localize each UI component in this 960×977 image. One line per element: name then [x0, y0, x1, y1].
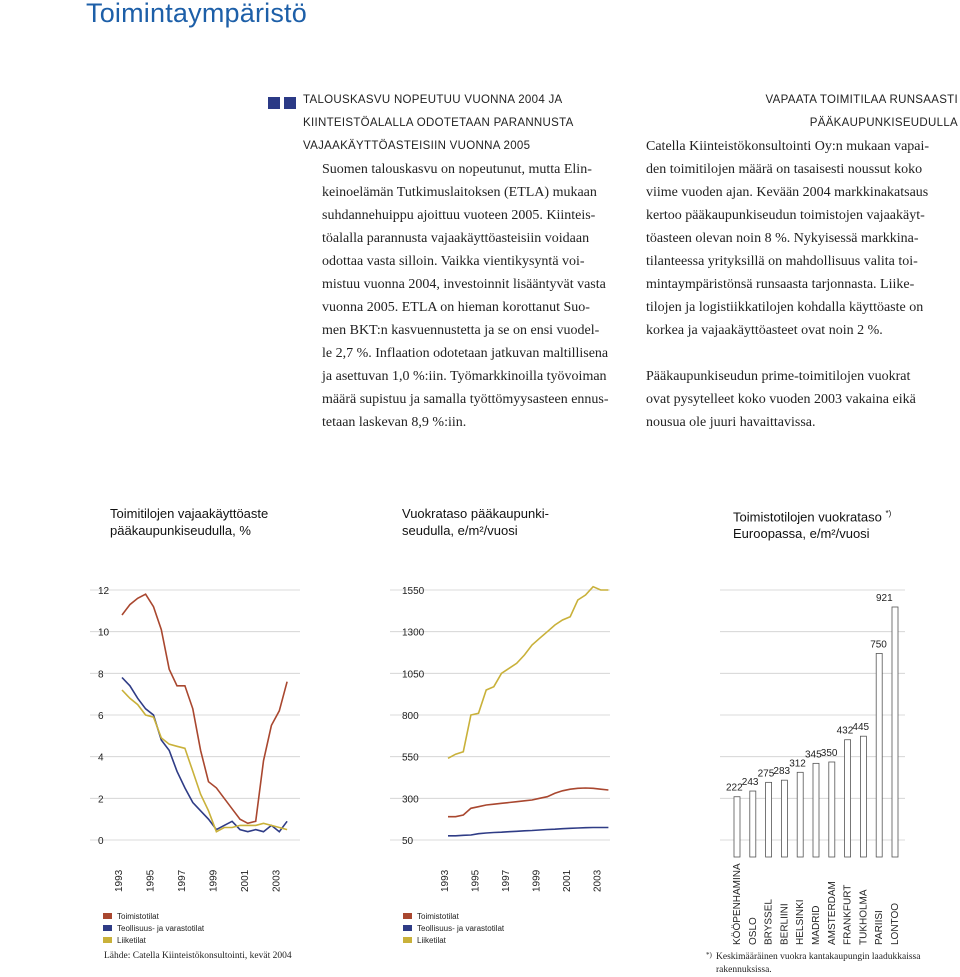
legend-label: Teollisuus- ja varastotilat [417, 924, 505, 933]
left-paragraph-line: men BKT:n kasvuennustetta ja se on ensi vuodel- [322, 323, 600, 338]
source-note: Lähde: Catella Kiinteistökonsultointi, kevät 2004 [104, 951, 292, 961]
category-label: HELSINKI [795, 899, 807, 945]
series-line [448, 828, 608, 836]
y-tick-label: 2 [98, 794, 104, 806]
data-label: 312 [789, 758, 806, 770]
chart2-title-line: Vuokrataso pääkaupunki- [402, 506, 549, 521]
x-tick-label: 2003 [271, 869, 283, 892]
y-tick-label: 12 [98, 586, 110, 597]
left-paragraph-line: le 2,7 %. Inflaation odotetaan jatkuvan maltillisena [322, 346, 609, 361]
category-label: TUKHOLMA [858, 889, 870, 945]
y-tick-label: 300 [402, 794, 419, 806]
left-paragraph-line: määrä supistuu ja samalla työttömyysasteen ennus- [322, 392, 609, 407]
left-heading-line: TALOUSKASVU NOPEUTUU VUONNA 2004 JA [303, 94, 563, 106]
left-paragraph-line: odottaa vasta silloin. Vaikka vientikysyntä voi- [322, 254, 585, 269]
right-paragraph-line: Catella Kiinteistökonsultointi Oy:n mukaan vapai- [646, 139, 930, 154]
data-label: 921 [876, 593, 893, 604]
data-label: 432 [836, 725, 854, 737]
right-heading-line: VAPAATA TOIMITILAA RUNSAASTI [765, 94, 958, 106]
right-heading-line: PÄÄKAUPUNKISEUDULLA [809, 117, 958, 129]
y-tick-label: 8 [98, 669, 104, 681]
category-label: KÖÖPENHAMINA [732, 863, 743, 945]
chart2-rent-capital [390, 586, 610, 945]
legend-swatch [403, 925, 412, 931]
series-line [448, 587, 608, 759]
right-paragraph-line: tilanteessa yrityksillä on mahdollisuus valita toi- [646, 254, 918, 269]
bar [845, 740, 851, 857]
left-heading-line: VAJAAKÄYTTÖASTEISIIN VUONNA 2005 [303, 140, 531, 152]
left-paragraph-line: Suomen talouskasvu on nopeutunut, mutta Elin- [322, 162, 592, 177]
left-heading-line: KIINTEISTÖALALLA ODOTETAAN PARANNUSTA [303, 117, 574, 129]
y-tick-label: 50 [402, 836, 414, 847]
left-paragraph-line: keinoelämän Tutkimuslaitoksen (ETLA) mukaan [322, 185, 597, 200]
series-line [122, 678, 287, 832]
series-line [448, 788, 608, 817]
x-tick-label: 2001 [239, 869, 251, 892]
legend-swatch [103, 913, 112, 919]
category-label: LONTOO [890, 902, 901, 945]
bar [797, 772, 803, 857]
category-label: BERLIINI [779, 903, 791, 945]
x-tick-label: 1997 [176, 869, 188, 892]
left-paragraph-line: suhdannehuippu ajoittuu vuoteen 2005. Kiinteis- [322, 208, 596, 223]
chart2-title-line: seudulla, e/m²/vuosi [402, 523, 518, 538]
legend-swatch [403, 913, 412, 919]
category-label: OSLO [747, 917, 759, 945]
category-label: AMSTERDAM [826, 881, 838, 945]
right-paragraph-line: viime vuoden ajan. Kevään 2004 markkinakatsaus [646, 185, 929, 200]
legend-swatch [103, 937, 112, 943]
y-tick-label: 0 [98, 836, 104, 847]
right-paragraph-line: mintaympäristönsä runsaasta tarjonnasta. Liike- [646, 277, 915, 292]
y-tick-label: 1550 [402, 586, 425, 597]
bar [813, 763, 819, 857]
x-tick-label: 1993 [440, 869, 451, 892]
data-label: 750 [870, 639, 887, 651]
chart3-rent-europe [720, 590, 905, 945]
right-paragraph-line: den toimitilojen määrä on tasaisesti noussut koko [646, 162, 923, 177]
category-label: PARIISI [874, 910, 886, 945]
bar [892, 607, 898, 857]
data-label: 345 [805, 749, 822, 761]
x-tick-label: 1999 [531, 869, 543, 892]
legend-swatch [403, 937, 412, 943]
x-tick-label: 2001 [562, 869, 574, 892]
data-label: 275 [757, 768, 775, 780]
chart1-title-line: pääkaupunkiseudulla, % [110, 523, 251, 538]
legend-swatch [103, 925, 112, 931]
right-paragraph-line: nousua ole juuri havaittavissa. [646, 415, 816, 430]
y-tick-label: 4 [98, 752, 104, 764]
legend-label: Liiketilat [117, 936, 146, 945]
legend-label: Liiketilat [417, 936, 446, 945]
bar [860, 736, 866, 857]
x-tick-label: 2003 [592, 869, 604, 892]
legend-label: Toimistotilat [117, 912, 159, 921]
y-tick-label: 800 [402, 711, 419, 722]
category-label: BRYSSEL [763, 899, 775, 945]
left-paragraph-line: töalalla parannusta vajaakäyttöasteisiin voidaan [322, 231, 590, 246]
bar [734, 797, 740, 857]
chart1-title-line: Toimitilojen vajaakäyttöaste [110, 506, 269, 521]
right-paragraph-line: töasteen olevan noin 8 %. Nykyisessä markkina- [646, 231, 919, 246]
left-paragraph-line: mistuu vuonna 2004, investoinnit lisääntyvät vasta [322, 277, 606, 292]
left-paragraph-line: ja asettuvan 1,0 %:iin. Työmarkkinoilla työvoiman [322, 369, 607, 384]
x-tick-label: 1995 [470, 869, 482, 892]
x-tick-label: 1993 [114, 869, 125, 892]
x-tick-label: 1995 [145, 869, 157, 892]
data-label: 445 [852, 722, 870, 734]
footnote-line: Keskimääräinen vuokra kantakaupungin laadukkaissa [716, 952, 921, 962]
chart1-vacancy [90, 586, 300, 945]
data-label: 350 [820, 747, 838, 759]
legend-label: Teollisuus- ja varastotilat [117, 924, 205, 933]
left-paragraph-line: tetaan laskevan 8,9 %:iin. [322, 415, 467, 430]
category-label: FRANKFURT [842, 884, 854, 945]
series-line [122, 690, 287, 832]
y-tick-label: 1300 [402, 627, 425, 639]
y-tick-label: 550 [402, 752, 419, 764]
legend-label: Toimistotilat [417, 912, 459, 921]
right-paragraph-line: korkea ja vajaakäyttöasteet ovat noin 2 %. [646, 323, 883, 338]
footnote-line: rakennuksissa. [716, 965, 772, 975]
x-tick-label: 1997 [501, 869, 513, 892]
data-label: 222 [726, 782, 743, 794]
right-paragraph-line: Pääkaupunkiseudun prime-toimitilojen vuokrat [646, 369, 911, 384]
category-label: MADRID [811, 905, 822, 945]
page-title: Toimintaympäristö [86, 0, 307, 28]
x-tick-label: 1999 [208, 869, 220, 892]
footnote-marker: *) [706, 951, 712, 959]
data-label: 243 [741, 777, 759, 789]
y-tick-label: 6 [98, 711, 104, 722]
bar [766, 782, 772, 857]
chart3-title-line: Toimistotilojen vuokrataso [733, 509, 882, 525]
bar [781, 780, 787, 857]
bar [750, 791, 756, 857]
data-label: 283 [773, 766, 791, 778]
chart3-title-marker: *) [885, 509, 892, 518]
bar [876, 653, 882, 857]
right-paragraph-line: kertoo pääkaupunkiseudun toimistojen vajaakäyt- [646, 208, 925, 223]
right-paragraph-line: ovat pysytelleet koko vuoden 2003 vakaina eikä [646, 392, 916, 407]
y-tick-label: 1050 [402, 669, 425, 681]
footnote-text [716, 951, 920, 977]
bar [829, 762, 835, 857]
right-paragraph-line: tilojen ja logistiikkatilojen kohdalla käyttöaste on [646, 300, 924, 315]
chart3-title-line: Euroopassa, e/m²/vuosi [733, 526, 870, 542]
y-tick-label: 10 [98, 627, 110, 639]
left-paragraph-line: vuonna 2005. ETLA on hieman korottanut Suo- [322, 300, 590, 315]
